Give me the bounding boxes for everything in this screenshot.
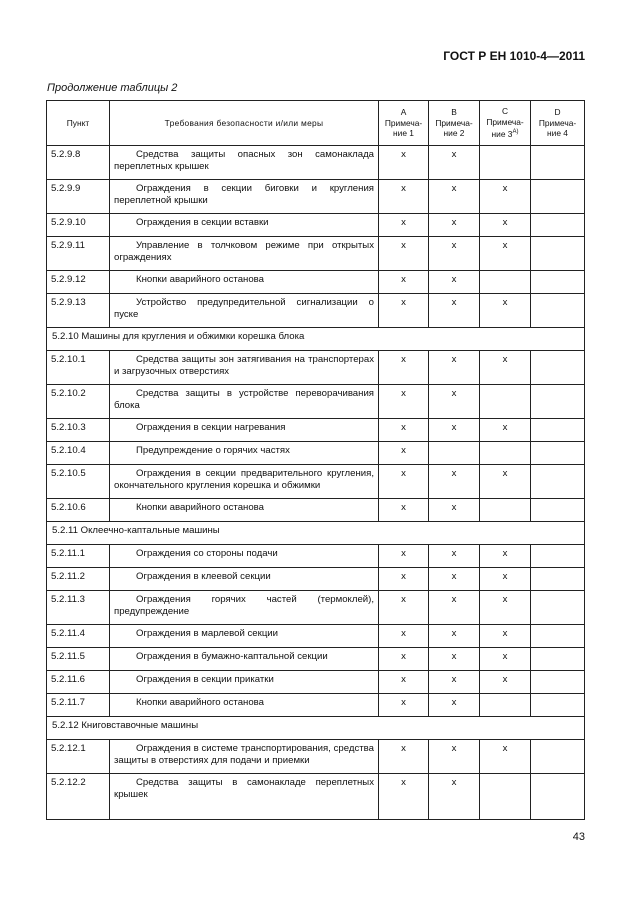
mark-d [531,499,585,522]
mark-b: x [429,568,480,591]
mark-a: x [379,351,429,385]
mark-a: x [379,499,429,522]
mark-c [480,385,531,419]
table-row [47,740,585,774]
mark-c: x [480,568,531,591]
mark-c [480,442,531,465]
mark-d [531,591,585,625]
mark-d [531,351,585,385]
requirement-text: Кнопки аварийного останова [110,271,379,294]
mark-c: x [480,625,531,648]
mark-c [480,774,531,820]
requirement-text: Средства защиты опасных зон самонаклада переплетных крышек [110,146,379,180]
mark-a: x [379,591,429,625]
section-title: 5.2.11 Оклеечно-каптальные машины [47,522,585,545]
table-caption: Продолжение таблицы 2 [47,82,178,94]
item-number: 5.2.12.2 [47,774,110,820]
mark-c [480,694,531,717]
requirement-text: Ограждения в клеевой секции [110,568,379,591]
mark-d [531,237,585,271]
note-a-superscript: A) [512,129,519,136]
mark-c: x [480,648,531,671]
mark-c: x [480,671,531,694]
mark-c: x [480,545,531,568]
item-number: 5.2.10.4 [47,442,110,465]
item-number: 5.2.9.9 [47,180,110,214]
table-row [47,351,585,385]
section-row [47,522,585,545]
item-number: 5.2.10.3 [47,419,110,442]
item-number: 5.2.11.4 [47,625,110,648]
mark-a: x [379,146,429,180]
mark-c: x [480,419,531,442]
mark-a: x [379,214,429,237]
requirement-text: Ограждения в бумажно-каптальной секции [110,648,379,671]
item-number: 5.2.9.11 [47,237,110,271]
mark-d [531,545,585,568]
mark-b: x [429,671,480,694]
table-header-row [47,101,585,146]
mark-d [531,271,585,294]
safety-requirements-table [46,100,585,820]
mark-d [531,740,585,774]
mark-c: x [480,591,531,625]
mark-d [531,385,585,419]
mark-a: x [379,465,429,499]
standard-designation: ГОСТ Р ЕН 1010-4—2011 [443,49,585,63]
requirement-text: Кнопки аварийного останова [110,499,379,522]
mark-d [531,648,585,671]
mark-a: x [379,568,429,591]
mark-a: x [379,774,429,820]
mark-a: x [379,740,429,774]
mark-a: x [379,442,429,465]
column-header-c: C Примеча- ние $3^{A)}$ [480,101,531,146]
mark-b: x [429,740,480,774]
mark-d [531,214,585,237]
mark-b [429,442,480,465]
mark-b: x [429,545,480,568]
table-row [47,694,585,717]
mark-c: x [480,465,531,499]
table-row [47,671,585,694]
requirement-text: Ограждения в марлевой секции [110,625,379,648]
item-number: 5.2.11.7 [47,694,110,717]
item-number: 5.2.9.12 [47,271,110,294]
requirement-text: Ограждения со стороны подачи [110,545,379,568]
mark-d [531,294,585,328]
mark-b: x [429,625,480,648]
mark-c: x [480,180,531,214]
mark-c: x [480,351,531,385]
requirement-text: Ограждения в секции прикатки [110,671,379,694]
item-number: 5.2.10.5 [47,465,110,499]
mark-d [531,694,585,717]
mark-a: x [379,671,429,694]
mark-d [531,146,585,180]
column-header-a: A Примеча- ние 1 [379,101,429,146]
mark-b: x [429,214,480,237]
requirement-text: Устройство предупредительной сигнализации о пуске [110,294,379,328]
mark-c [480,271,531,294]
requirement-text: Средства защиты в самонакладе переплетных крышек [110,774,379,820]
item-number: 5.2.11.1 [47,545,110,568]
item-number: 5.2.12.1 [47,740,110,774]
mark-a: x [379,625,429,648]
item-number: 5.2.10.6 [47,499,110,522]
requirement-text: Средства защиты зон затягивания на транспортерах и загрузочных отверстиях [110,351,379,385]
requirement-text: Предупреждение о горячих частях [110,442,379,465]
mark-a: x [379,271,429,294]
mark-b: x [429,694,480,717]
mark-d [531,180,585,214]
item-number: 5.2.10.1 [47,351,110,385]
column-header-d: D Примеча- ние 4 [531,101,585,146]
table-row [47,774,585,820]
table-row [47,294,585,328]
mark-c: x [480,214,531,237]
requirement-text: Ограждения горячих частей (термоклей), предупреждение [110,591,379,625]
table-body [47,146,585,820]
table-row [47,271,585,294]
mark-b: x [429,180,480,214]
column-header-b: B Примеча- ние 2 [429,101,480,146]
mark-b: x [429,465,480,499]
mark-a: x [379,180,429,214]
table-row [47,442,585,465]
table-row [47,648,585,671]
section-title: 5.2.10 Машины для кругления и обжимки корешка блока [47,328,585,351]
mark-c [480,499,531,522]
mark-b: x [429,419,480,442]
page-number: 43 [572,831,585,843]
mark-b: x [429,648,480,671]
mark-d [531,568,585,591]
mark-c: x [480,237,531,271]
mark-b: x [429,499,480,522]
column-header-item: Пункт [47,101,110,146]
requirement-text: Кнопки аварийного останова [110,694,379,717]
item-number: 5.2.11.6 [47,671,110,694]
table-row [47,237,585,271]
column-header-requirement: Требования безопасности и/или меры [110,101,379,146]
item-number: 5.2.9.8 [47,146,110,180]
table-row [47,419,585,442]
table-row [47,385,585,419]
mark-a: x [379,385,429,419]
requirement-text: Ограждения в секции вставки [110,214,379,237]
mark-d [531,671,585,694]
requirement-text: Управление в толчковом режиме при открытых ограждениях [110,237,379,271]
item-number: 5.2.11.2 [47,568,110,591]
table-row [47,545,585,568]
requirement-text: Ограждения в секции нагревания [110,419,379,442]
table-row [47,146,585,180]
mark-a: x [379,237,429,271]
section-row [47,328,585,351]
table-row [47,625,585,648]
mark-c: x [480,740,531,774]
item-number: 5.2.10.2 [47,385,110,419]
mark-b: x [429,385,480,419]
mark-b: x [429,146,480,180]
section-row [47,717,585,740]
mark-b: x [429,774,480,820]
table-row [47,180,585,214]
item-number: 5.2.11.5 [47,648,110,671]
mark-d [531,625,585,648]
mark-b: x [429,351,480,385]
table-row [47,499,585,522]
mark-d [531,774,585,820]
mark-a: x [379,419,429,442]
mark-a: x [379,294,429,328]
mark-a: x [379,648,429,671]
requirement-text: Ограждения в системе транспортирования, средства защиты в отверстиях для подачи и приемки [110,740,379,774]
requirement-text: Ограждения в секции предварительного кругления, окончательного кругления корешка и обжимки [110,465,379,499]
mark-b: x [429,294,480,328]
mark-d [531,465,585,499]
item-number: 5.2.9.13 [47,294,110,328]
item-number: 5.2.11.3 [47,591,110,625]
table-row [47,465,585,499]
mark-d [531,442,585,465]
requirement-text: Средства защиты в устройстве переворачивания блока [110,385,379,419]
mark-b: x [429,271,480,294]
mark-d [531,419,585,442]
section-title: 5.2.12 Книговставочные машины [47,717,585,740]
mark-c [480,146,531,180]
mark-b: x [429,591,480,625]
mark-a: x [379,694,429,717]
item-number: 5.2.9.10 [47,214,110,237]
table-row [47,568,585,591]
mark-c: x [480,294,531,328]
requirement-text: Ограждения в секции биговки и кругления переплетной крышки [110,180,379,214]
mark-a: x [379,545,429,568]
table-row [47,591,585,625]
mark-b: x [429,237,480,271]
table-row [47,214,585,237]
